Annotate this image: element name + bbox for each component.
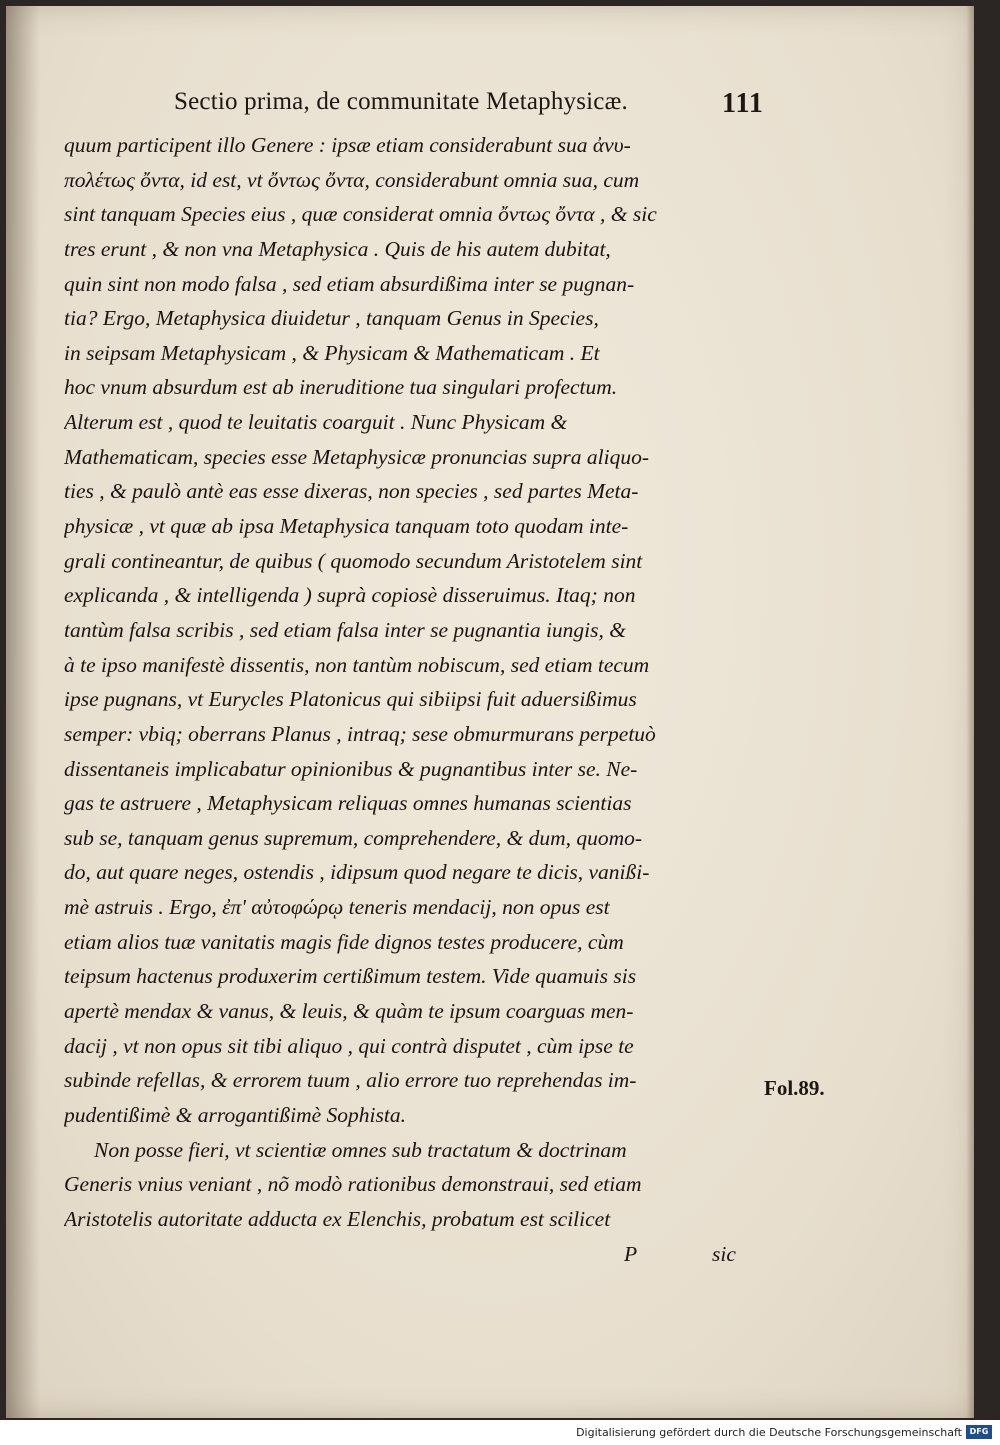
text-line: sub se, tanquam genus supremum, comprehendere, & dum, quomo- (64, 825, 643, 850)
text-line: dissentaneis implicabatur opinionibus & pugnantibus inter se. Ne- (64, 756, 638, 781)
text-line: in seipsam Metaphysicam , & Physicam & Mathematicam . Et (64, 340, 600, 365)
dfg-logo-icon: DFG (966, 1425, 992, 1439)
text-line: sint tanquam Species eius , quæ considerat omnia ὄντως ὄντα , & sic (64, 202, 657, 227)
text-line: etiam alios tuæ vanitatis magis fide dignos testes producere, cùm (64, 929, 624, 954)
text-line: teipsum hactenus produxerim certißimum testem. Vide quamuis sis (64, 964, 637, 989)
text-line: gas te astruere , Metaphysicam reliquas omnes humanas scientias (64, 791, 632, 816)
text-line: quin sint non modo falsa , sed etiam absurdißima inter se pugnan- (64, 271, 635, 296)
text-line: apertè mendax & vanus, & leuis, & quàm te ipsum coarguas men- (64, 999, 634, 1024)
text-line: tres erunt , & non vna Metaphysica . Quis de his autem dubitat, (64, 236, 611, 261)
book-page (6, 6, 974, 1418)
funding-credit: Digitalisierung gefördert durch die Deutsche Forschungsgemeinschaft (576, 1426, 962, 1439)
text-line: Alterum est , quod te leuitatis coarguit . Nunc Physicam & (64, 410, 568, 435)
text-line: mè astruis . Ergo, ἐπ' αὐτοφώρῳ teneris mendacij, non opus est (64, 895, 610, 920)
text-line: semper: vbiq; oberrans Planus , intraq; sese obmurmurans perpetuò (64, 721, 656, 746)
text-line: physicæ , vt quæ ab ipsa Metaphysica tanquam toto quodam inte- (64, 514, 629, 539)
text-line: ties , & paulò antè eas esse dixeras, non species , sed partes Meta- (64, 479, 639, 504)
text-line: Mathematicam, species esse Metaphysicæ pronuncias supra aliquo- (64, 444, 649, 469)
page-gutter-shadow (6, 6, 40, 1418)
text-line: quum participent illo Genere : ipsæ etiam considerabunt sua ἀνυ- (64, 133, 631, 157)
text-line: do, aut quare neges, ostendis , idipsum quod negare te dicis, vanißi- (64, 860, 650, 885)
catchword: sic (712, 1241, 736, 1266)
text-line: ipse pugnans, vt Eurycles Platonicus qui sibiipsi fuit aduersißimus (64, 687, 637, 712)
text-line: tia? Ergo, Metaphysica diuidetur , tanquam Genus in Species, (64, 306, 599, 331)
text-line: tantùm falsa scribis , sed etiam falsa inter se pugnantia iungis, & (64, 617, 626, 642)
footer-bar (0, 1420, 1000, 1445)
text-line: pudentißimè & arrogantißimè Sophista. (64, 1102, 406, 1127)
text-line: explicanda , & intelligenda ) suprà copiosè disseruimus. Itaq; non (64, 583, 636, 608)
text-line: Generis vnius veniant , nõ modò rationibus demonstraui, sed etiam (64, 1172, 642, 1197)
text-line: Aristotelis autoritate adducta ex Elenchis, probatum est scilicet (64, 1206, 611, 1231)
text-line: dacij , vt non opus sit tibi aliquo , qui contrà disputet , cùm ipse te (64, 1033, 634, 1058)
page-edge-shadow (966, 6, 974, 1418)
text-line: à te ipso manifestè dissentis, non tantùm nobiscum, sed etiam tecum (64, 652, 650, 677)
running-head: Sectio prima, de communitate Metaphysicæ. (174, 88, 628, 115)
text-line: πολέτως ὄντα, id est, vt ὄντως ὄντα, considerabunt omnia sua, cum (64, 167, 640, 192)
catchword-line (64, 1237, 754, 1272)
paragraph-start-line: Non posse fieri, vt scientiæ omnes sub tractatum & doctrinam (94, 1137, 627, 1162)
text-line: subinde refellas, & errorem tuum , alio errore tuo reprehendas im- (64, 1068, 637, 1093)
signature-mark: P (624, 1241, 638, 1266)
page-number: 111 (722, 88, 764, 119)
body-text (64, 128, 754, 1271)
margin-note: Fol.89. (764, 1076, 825, 1100)
text-line: grali contineantur, de quibus ( quomodo secundum Aristotelem sint (64, 548, 643, 573)
text-line: hoc vnum absurdum est ab ineruditione tua singulari profectum. (64, 375, 618, 400)
